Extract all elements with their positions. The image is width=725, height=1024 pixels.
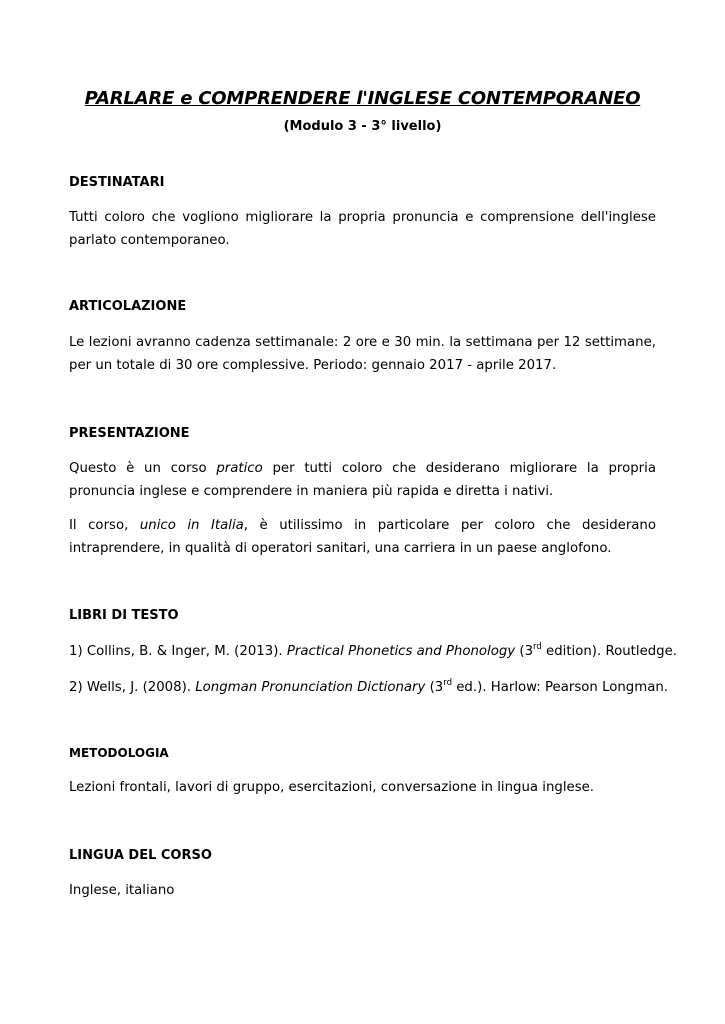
presentazione-p1-text-end: per tutti coloro che desiderano migliorare la propria pronuncia inglese e comprendere in maniera più rapida e diretta i nativi.: [69, 461, 656, 499]
presentazione-p2-italic: unico in Italia: [139, 518, 244, 533]
libro-1-publisher: edition). Routledge.: [541, 644, 678, 659]
paragraph-presentazione-2: [69, 514, 656, 560]
libro-2-superscript: rd: [443, 678, 452, 688]
heading-destinatari: DESTINATARI: [69, 175, 165, 190]
paragraph-metodologia: Lezioni frontali, lavori di gruppo, esercitazioni, conversazione in lingua inglese.: [69, 780, 595, 795]
heading-articolazione: ARTICOLAZIONE: [69, 299, 187, 314]
paragraph-articolazione: Le lezioni avranno cadenza settimanale: 2 ore e 30 min. la settimana per 12 settimane, per un totale di 30 ore complessive. Periodo: gennaio 2017 - aprile 2017.: [69, 335, 656, 373]
libro-2-title: Longman Pronunciation Dictionary: [195, 680, 426, 695]
libro-2-edition: (3: [425, 680, 444, 695]
presentazione-p1-italic: pratico: [216, 461, 263, 476]
paragraph-lingua-del-corso: Inglese, italiano: [69, 883, 175, 898]
heading-metodologia: METODOLOGIA: [69, 746, 169, 760]
libro-2-publisher: ed.). Harlow: Pearson Longman.: [452, 680, 669, 695]
libro-1-superscript: rd: [533, 642, 542, 652]
paragraph-destinatari: Tutti coloro che vogliono migliorare la propria pronuncia e comprensione dell'inglese parlato contemporaneo.: [69, 210, 656, 248]
list-item-libro-2: [69, 676, 669, 699]
paragraph-presentazione-1: [69, 457, 656, 503]
libro-1-title: Practical Phonetics and Phonology: [286, 644, 516, 659]
presentazione-p2-text: Il corso,: [69, 518, 140, 533]
libro-1-text: 1) Collins, B. & Inger, M. (2013).: [69, 644, 287, 659]
heading-lingua-del-corso: LINGUA DEL CORSO: [69, 848, 212, 863]
heading-presentazione: PRESENTAZIONE: [69, 426, 190, 441]
document-title: PARLARE e COMPRENDERE l'INGLESE CONTEMPORANEO: [84, 88, 641, 109]
libro-2-text: 2) Wells, J. (2008).: [69, 680, 196, 695]
document-subtitle: (Modulo 3 - 3° livello): [283, 119, 442, 134]
presentazione-p2-text-end: , è utilissimo in particolare per coloro che desiderano intraprendere, in qualità di operatori sanitari, una carriera in un paese anglofono.: [69, 518, 656, 556]
presentazione-p1-text: Questo è un corso: [69, 461, 217, 476]
heading-libri-di-testo: LIBRI DI TESTO: [69, 608, 179, 623]
libro-1-edition: (3: [515, 644, 534, 659]
list-item-libro-1: [69, 640, 678, 663]
